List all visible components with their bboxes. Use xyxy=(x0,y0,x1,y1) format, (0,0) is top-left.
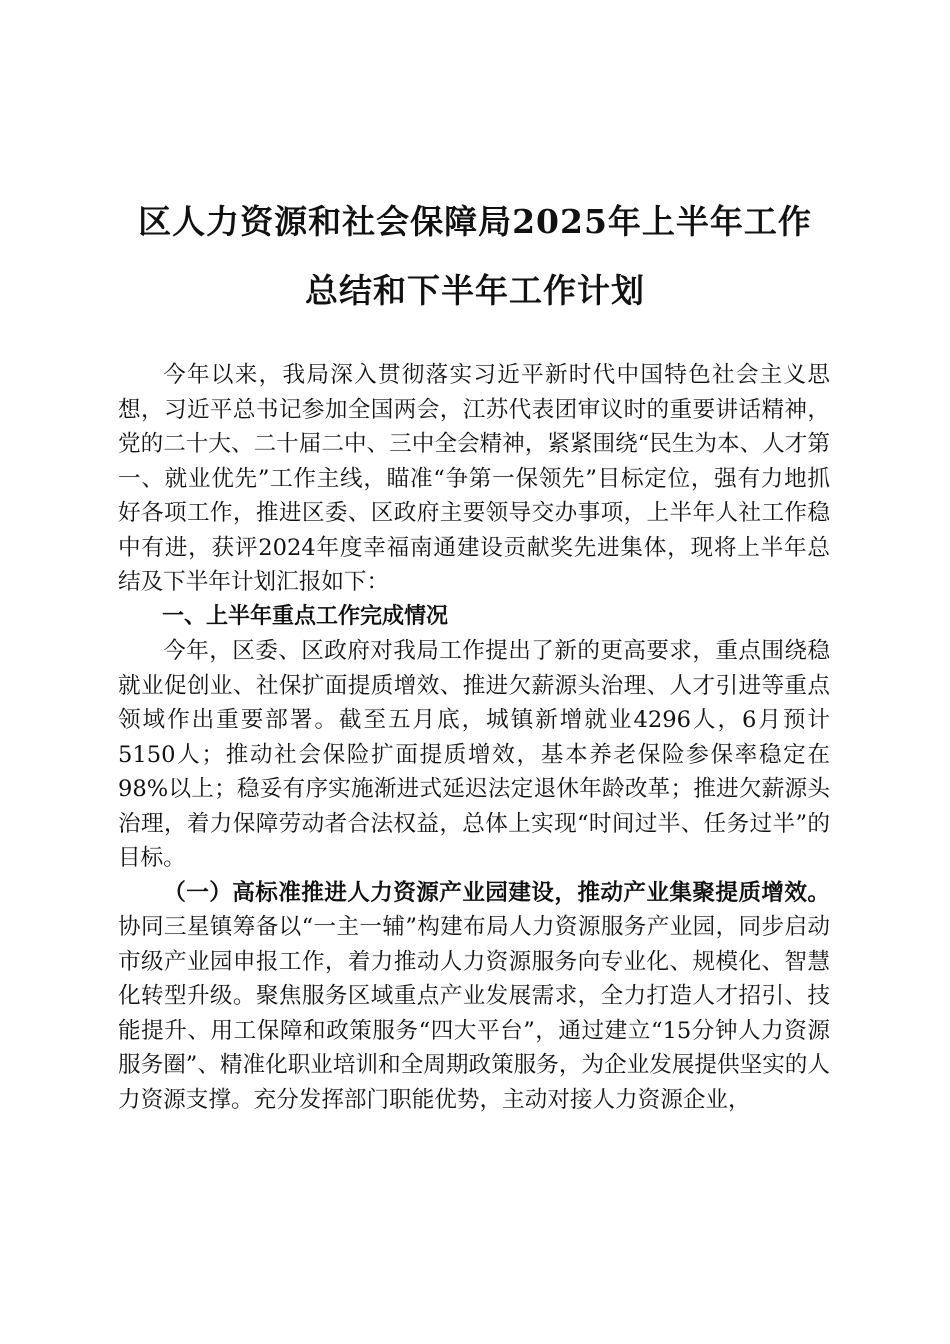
document-title-line2: 总结和下半年工作计划 xyxy=(305,271,645,310)
intro-paragraph: 今年以来，我局深入贯彻落实习近平新时代中国特色社会主义思想，习近平总书记参加全国两会，江苏代表团审议时的重要讲话精神，党的二十大、二十届二中、三中全会精神，紧紧围绕“民生为本、人才第一、就业优先”工作主线，瞄准“争第一保领先”目标定位，强有力地抓好各项工作，推进区委、区政府主要领导交办事项，上半年人社工作稳中有进，获评2024年度幸福南通建设贡献奖先进集体，现将上半年总结及下半年计划汇报如下： xyxy=(118,362,830,595)
section1-paragraph: 今年，区委、区政府对我局工作提出了新的更高要求，重点围绕稳就业促创业、社保扩面提质增效、推进欠薪源头治理、人才引进等重点领域作出重要部署。截至五月底，城镇新增就业4296人，6月预计5150人；推动社会保险扩面提质增效，基本养老保险参保率稳定在98%以上；稳妥有序实施渐进式延迟法定退休年龄改革；推进欠薪源头治理，着力保障劳动者合法权益，总体上实现“时间过半、任务过半”的目标。 xyxy=(118,638,830,871)
document-title-line1: 区人力资源和社会保障局2025年上半年工作 xyxy=(138,202,812,241)
document-body xyxy=(118,358,830,1117)
section1-heading: 一、上半年重点工作完成情况 xyxy=(162,603,449,629)
subsection1-paragraph xyxy=(118,876,830,1118)
subsection1-text: 协同三星镇筹备以“一主一辅”构建布局人力资源服务产业园，同步启动市级产业园申报工作，着力推动人力资源服务向专业化、规模化、智慧化转型升级。聚焦服务区域重点产业发展需求，全力打造人才招引、技能提升、用工保障和政策服务“四大平台”，通过建立“15分钟人力资源服务圈”、精准化职业培训和全周期政策服务，为企业发展提供坚实的人力资源支撑。充分发挥部门职能优势，主动对接人力资源企业， xyxy=(118,914,830,1113)
subsection1-lead: （一）高标准推进人力资源产业园建设，推动产业集聚提质增效。 xyxy=(163,879,830,906)
